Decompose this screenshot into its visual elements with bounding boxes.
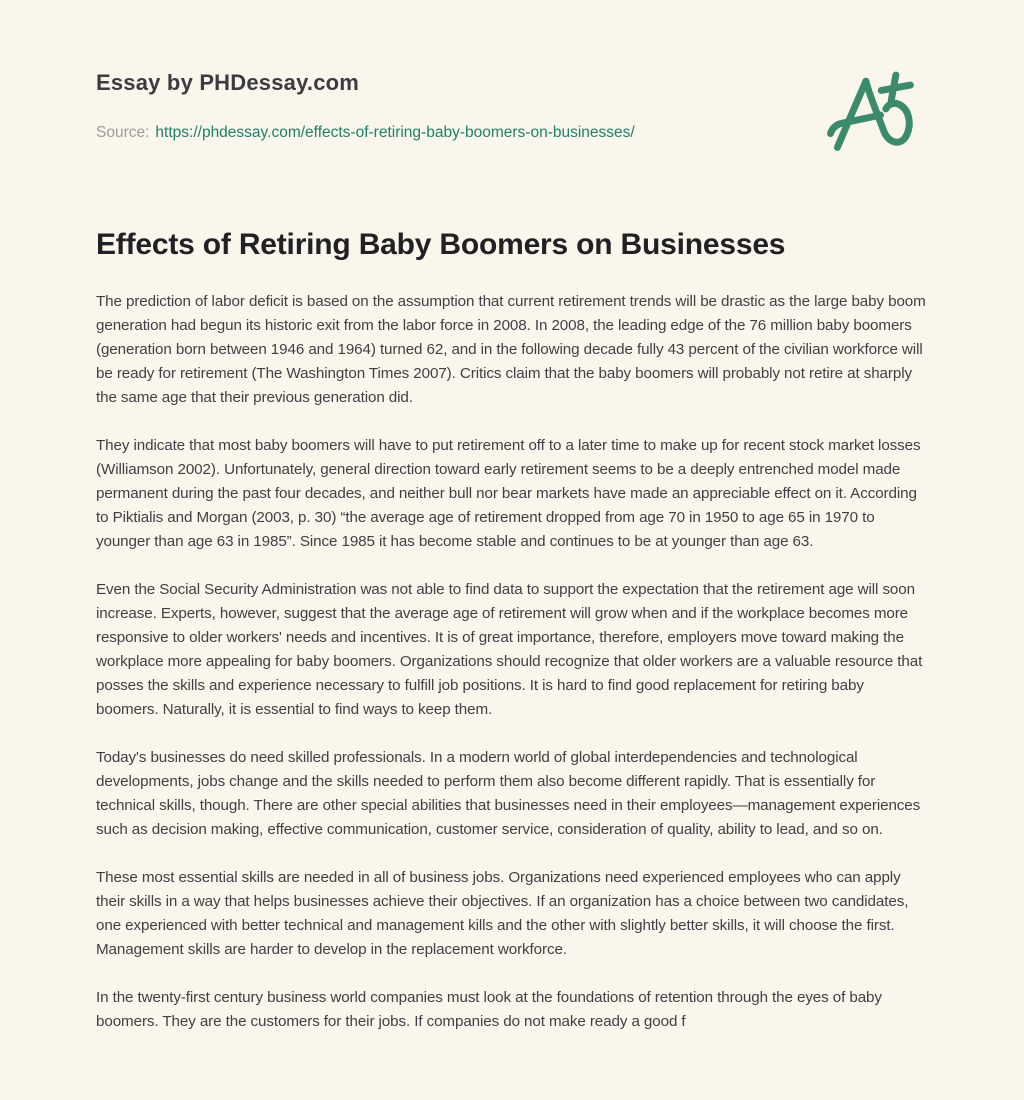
paragraph-6: In the twenty-first century business world companies must look at the foundations of retention through the eyes of baby boomers. They are the customers for their jobs. If companies do not make ready a good f bbox=[96, 989, 882, 1031]
source-label: Source: bbox=[96, 123, 150, 141]
paragraph-5: These most essential skills are needed in all of business jobs. Organizations need experienced employees who can apply their skills in a way that helps businesses achieve their objectives. If an organization has a choice between two candidates, one experienced with better technical and management kills and the other with slightly better skills, it will choose the first. Management skills are harder to develop in the replacement workforce. bbox=[96, 869, 909, 959]
paragraph-2: They indicate that most baby boomers will have to put retirement off to a later time to make up for recent stock market losses (Williamson 2002). Unfortunately, general direction toward early retirement seems to be a deeply entrenched model made permanent during the past four decades, and neither bull nor bear markets have made an appreciable effect on it. According to Piktialis and Morgan (2003, p. 30) “the average age of retirement dropped from age 70 in 1950 to age 65 in 1970 to younger than age 63 in 1985”. Since 1985 it has become stable and continues to be at younger than age 63. bbox=[96, 437, 921, 551]
essay-body bbox=[96, 290, 928, 1034]
source-row bbox=[96, 122, 928, 144]
essay-title: Effects of Retiring Baby Boomers on Businesses bbox=[96, 228, 786, 262]
paragraph-1: The prediction of labor deficit is based on the assumption that current retirement trends will be drastic as the large baby boom generation had begun its historic exit from the labor force in 2008. In 2008, the leading edge of the 76 million baby boomers (generation born between 1946 and 1964) turned 62, and in the following decade fully 43 percent of the civilian workforce will be ready for retirement (The Washington Times 2007). Critics claim that the baby boomers will probably not retire at sharply the same age that their previous generation did. bbox=[96, 293, 926, 407]
paragraph-3: Even the Social Security Administration was not able to find data to support the expectation that the retirement age will soon increase. Experts, however, suggest that the average age of retirement will grow when and if the workplace becomes more responsive to older workers' needs and incentives. It is of great importance, therefore, employers move toward making the workplace more appealing for baby boomers. Organizations should recognize that older workers are a valuable resource that posses the skills and experience necessary to fulfill job positions. It is hard to find good replacement for retiring baby boomers. Naturally, it is essential to find ways to keep them. bbox=[96, 581, 923, 719]
paragraph-4: Today's businesses do need skilled professionals. In a modern world of global interdependencies and technological developments, jobs change and the skills needed to perform them also become different rapidly. That is essentially for technical skills, though. There are other special abilities that businesses need in their employees—management experiences such as decision making, effective communication, customer service, consideration of quality, ability to lead, and so on. bbox=[96, 749, 921, 839]
byline: Essay by PHDessay.com bbox=[96, 70, 360, 95]
a-plus-logo-icon bbox=[822, 56, 922, 168]
source-link[interactable]: https://phdessay.com/effects-of-retiring-baby-boomers-on-businesses/ bbox=[155, 123, 635, 141]
